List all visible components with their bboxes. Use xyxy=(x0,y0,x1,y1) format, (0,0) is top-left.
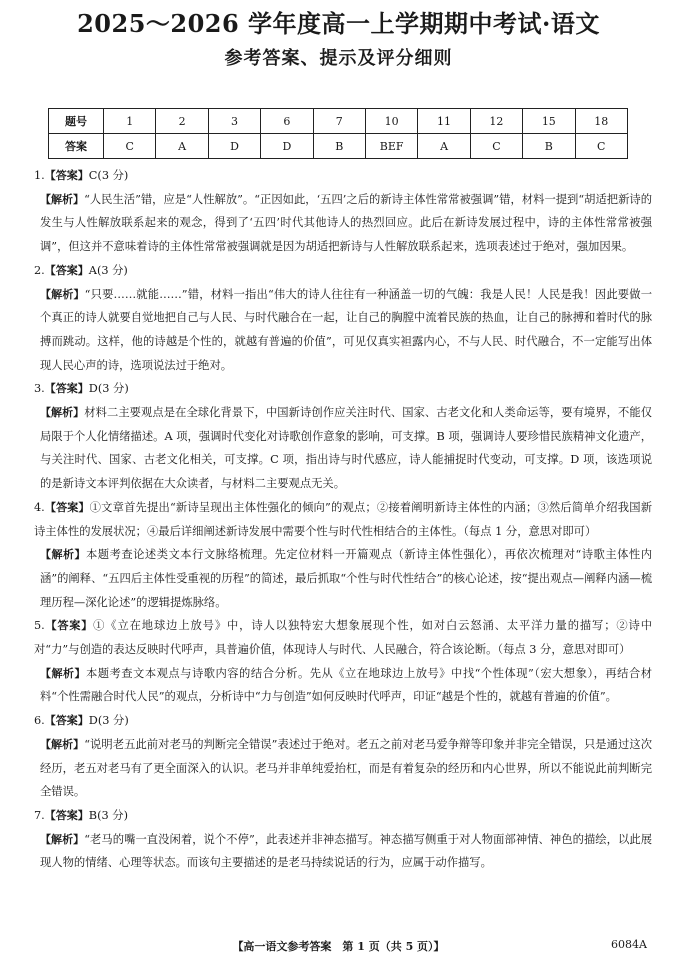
answer-label: 【答案】 xyxy=(44,500,90,514)
answer-label: 【答案】 xyxy=(44,808,89,822)
analysis-text: “老马的嘴一直没闲着，说个不停”，此表述并非神态描写。神态描写侧重于对人物面部神情、神色的描绘，以此展现人物的情绪、心理等状态。而该句主要描述的是老马持续说话的行为，应属于动作描写。 xyxy=(40,832,652,870)
answer-text: ①文章首先提出“新诗呈现出主体性强化的倾向”的观点；②接着阐明新诗主体性的内涵；③然后简单介绍我国新诗主体性的发展状况；④最后详细阐述新诗发展中需要个性与时代性相结合的主体性。（每点 1 分，意思对即可） xyxy=(34,500,652,538)
item-number: 4. xyxy=(34,500,45,514)
answer-row xyxy=(49,134,628,159)
answer-label: 【答案】 xyxy=(44,169,89,182)
question-number-row xyxy=(49,109,628,134)
question-number-cell: 2 xyxy=(156,109,208,134)
document-title: 2025～2026 学年度高一上学期期中考试·语文 xyxy=(77,9,600,38)
analysis-text: 材料二主要观点是在全球化背景下，中国新诗创作应关注时代、国家、古老文化和人类命运等，要有境界，不能仅局限于个人化情绪描述。A 项，强调时代变化对诗歌创作意象的影响，可支撑。B 项，强调诗人要珍惜民族精神文化遗产，与关注时代、国家、古老文化相关，可支撑。C 项，指出诗与时代感应，诗人能捕捉时代变动，可支撑。D 项，该选项说的是新诗文本评判依据在大众读者，与材料二主要观点无关。 xyxy=(40,406,653,491)
answer-cell: D xyxy=(261,134,313,159)
answer-text: D(3 分) xyxy=(88,714,129,728)
analysis-text: “只要……就能……”错，材料一指出“伟大的诗人往往有一种涵盖一切的气魄：我是人民！人民是我！因此要做一个真正的诗人就要自觉地把自己与人民、与时代融合在一起，让自己的胸膛中流着民族的热血，让自己的脉搏和着时代的脉搏而跳动。这样，他的诗越是个性的，就越有普遍的价值”，可见仅真实袒露内心，不与人民、时代融合，不一定能写出体现人民心声的诗，选项说法过于绝对。 xyxy=(40,287,652,372)
analysis-label: 【解析】 xyxy=(40,832,85,846)
item-answer xyxy=(34,377,652,401)
analysis-text: 本题考查论述类文本行文脉络梳理。先定位材料一开篇观点（新诗主体性强化），再依次梳理对“诗歌主体性内涵”的阐释、“五四后主体性受重视的历程”的简述，最后抓取“个性与时代性结合”的核心论述，按“提出观点—阐释内涵—梳理历程—深化论述”的逻辑提炼脉络。 xyxy=(40,548,653,609)
answer-explanations xyxy=(34,164,652,875)
item-answer xyxy=(34,614,652,661)
item-number: 7. xyxy=(34,808,45,822)
item-analysis xyxy=(34,188,652,259)
answer-cell: C xyxy=(104,134,156,159)
analysis-label: 【解析】 xyxy=(40,548,86,562)
answer-cell: A xyxy=(418,134,470,159)
analysis-label: 【解析】 xyxy=(40,406,85,420)
answer-label: 【答案】 xyxy=(44,619,94,633)
footer-code: 6084A xyxy=(611,938,647,951)
item-answer xyxy=(34,259,652,283)
item-number: 1. xyxy=(34,169,45,182)
item-analysis xyxy=(34,401,652,496)
footer-page-info: 【高一语文参考答案 第 1 页（共 5 页）】 xyxy=(232,940,445,953)
item-answer xyxy=(34,164,652,188)
question-number-cell: 3 xyxy=(208,109,260,134)
question-number-header: 题号 xyxy=(49,109,104,134)
item-answer xyxy=(34,496,652,543)
item-analysis xyxy=(34,543,652,614)
answer-table xyxy=(48,108,628,159)
answer-cell: D xyxy=(208,134,260,159)
item-number: 2. xyxy=(34,263,45,277)
item-analysis xyxy=(34,733,652,804)
analysis-text: 本题考查文本观点与诗歌内容的结合分析。先从《立在地球边上放号》中找“个性体现”（宏大想象），再结合材料“个性需融合时代人民”的观点，分析诗中“力与创造”如何反映时代呼声，印证“越是个性的，就越有普遍的价值”。 xyxy=(40,666,653,704)
answer-cell: C xyxy=(575,134,627,159)
item-number: 6. xyxy=(34,714,45,728)
answer-header: 答案 xyxy=(49,134,104,159)
answer-cell: B xyxy=(523,134,575,159)
answer-text: C(3 分) xyxy=(88,169,129,182)
question-number-cell: 10 xyxy=(365,109,417,134)
item-answer xyxy=(34,804,652,828)
answer-text: D(3 分) xyxy=(88,382,129,396)
question-number-cell: 15 xyxy=(523,109,575,134)
analysis-text: “说明老五此前对老马的判断完全错误”表述过于绝对。老五之前对老马爱争辩等印象并非完全错误，只是通过这次经历，老五对老马有了更全面深入的认识。老马并非单纯爱抬杠，而是有着复杂的经历和内心世界，所以不能说此前判断完全错误。 xyxy=(40,737,652,799)
answer-label: 【答案】 xyxy=(44,263,89,277)
answer-text: B(3 分) xyxy=(88,808,128,822)
analysis-label: 【解析】 xyxy=(40,287,85,301)
answer-cell: A xyxy=(156,134,208,159)
analysis-text: “人民生活”错，应是“人性解放”。“正因如此，‘五四’之后的新诗主体性常常被强调”错，材料一提到“胡适把新诗的发生与人性解放联系起来的观念，得到了‘五四’时代其他诗人的热烈回应。此后在新诗发展过程中，诗的主体性常常被强调”，但这并不意味着诗的主体性常常被强调就是因为胡适把新诗与人性解放联系起来，选项表述过于绝对，强加因果。 xyxy=(40,192,653,254)
question-number-cell: 18 xyxy=(575,109,627,134)
answer-text: A(3 分) xyxy=(88,263,128,277)
item-number: 3. xyxy=(34,382,45,396)
question-number-cell: 1 xyxy=(104,109,156,134)
answer-label: 【答案】 xyxy=(44,382,89,396)
answer-label: 【答案】 xyxy=(44,714,89,728)
document-subtitle: 参考答案、提示及评分细则 xyxy=(224,48,453,69)
answer-cell: B xyxy=(313,134,365,159)
answer-cell: C xyxy=(470,134,522,159)
item-analysis xyxy=(34,662,652,709)
analysis-label: 【解析】 xyxy=(40,666,86,680)
question-number-cell: 7 xyxy=(313,109,365,134)
question-number-cell: 12 xyxy=(470,109,522,134)
item-analysis xyxy=(34,283,652,378)
analysis-label: 【解析】 xyxy=(40,737,85,751)
item-analysis xyxy=(34,828,652,875)
answer-text: ①《立在地球边上放号》中，诗人以独特宏大想象展现个性，如对白云怒涌、太平洋力量的描写；②诗中对“力”与创造的表达反映时代呼声，具普遍价值，体现诗人与时代、人民融合，符合该论断。（每点 3 分，意思对即可） xyxy=(34,619,652,657)
item-number: 5. xyxy=(34,619,45,633)
analysis-label: 【解析】 xyxy=(40,192,85,206)
item-answer xyxy=(34,709,652,733)
question-number-cell: 6 xyxy=(261,109,313,134)
answer-cell: BEF xyxy=(365,134,417,159)
question-number-cell: 11 xyxy=(418,109,470,134)
page-footer xyxy=(0,938,677,954)
